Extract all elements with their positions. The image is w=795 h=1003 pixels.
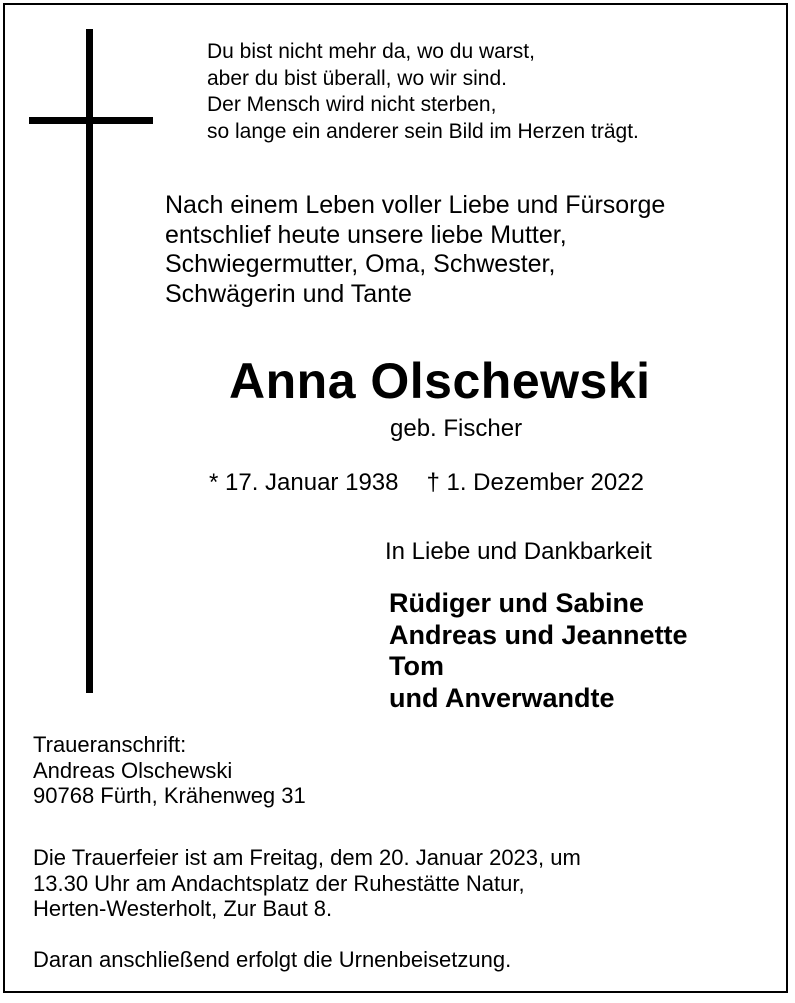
address-line: 90768 Fürth, Krähenweg 31: [33, 783, 306, 808]
obituary-notice: [3, 3, 788, 993]
poem-line: so lange ein anderer sein Bild im Herzen trägt.: [207, 119, 639, 143]
mourner: Rüdiger und Sabine: [389, 588, 645, 618]
cross-icon-bar: [29, 117, 153, 124]
mourner: Tom: [389, 651, 444, 681]
funeral-service-info: [33, 845, 581, 922]
intro-line: Nach einem Leben voller Liebe und Fürsorge: [165, 191, 666, 219]
mourning-address: [33, 732, 306, 809]
birth-date: * 17. Januar 1938: [209, 469, 399, 496]
intro-line: Schwiegermutter, Oma, Schwester,: [165, 250, 556, 278]
gratitude-line: In Liebe und Dankbarkeit: [385, 538, 652, 565]
poem-line: aber du bist überall, wo wir sind.: [207, 66, 507, 90]
intro-text: [165, 191, 665, 309]
burial-info: Daran anschließend erfolgt die Urnenbeisetzung.: [33, 947, 512, 972]
address-line: Andreas Olschewski: [33, 757, 233, 783]
service-line: Die Trauerfeier ist am Freitag, dem 20. Januar 2023, um: [33, 845, 581, 870]
mourner: und Anverwandte: [389, 682, 615, 713]
intro-line: entschlief heute unsere liebe Mutter,: [165, 220, 567, 249]
poem-line: Du bist nicht mehr da, wo du warst,: [207, 40, 535, 63]
mourners-list: [389, 588, 688, 714]
mourner: Andreas und Jeannette: [389, 619, 688, 650]
birth-name: geb. Fischer: [390, 415, 523, 442]
address-line: Traueranschrift:: [33, 732, 187, 757]
death-date: † 1. Dezember 2022: [426, 469, 644, 496]
service-line: 13.30 Uhr am Andachtsplatz der Ruhestätte Natur,: [33, 870, 525, 896]
cross-icon: [86, 29, 93, 693]
service-line: Herten-Westerholt, Zur Baut 8.: [33, 896, 333, 921]
poem-line: Der Mensch wird nicht sterben,: [207, 93, 497, 116]
deceased-name: Anna Olschewski: [229, 353, 651, 409]
intro-line: Schwägerin und Tante: [165, 279, 412, 308]
life-dates: [209, 469, 644, 497]
poem-verse: [207, 39, 639, 145]
